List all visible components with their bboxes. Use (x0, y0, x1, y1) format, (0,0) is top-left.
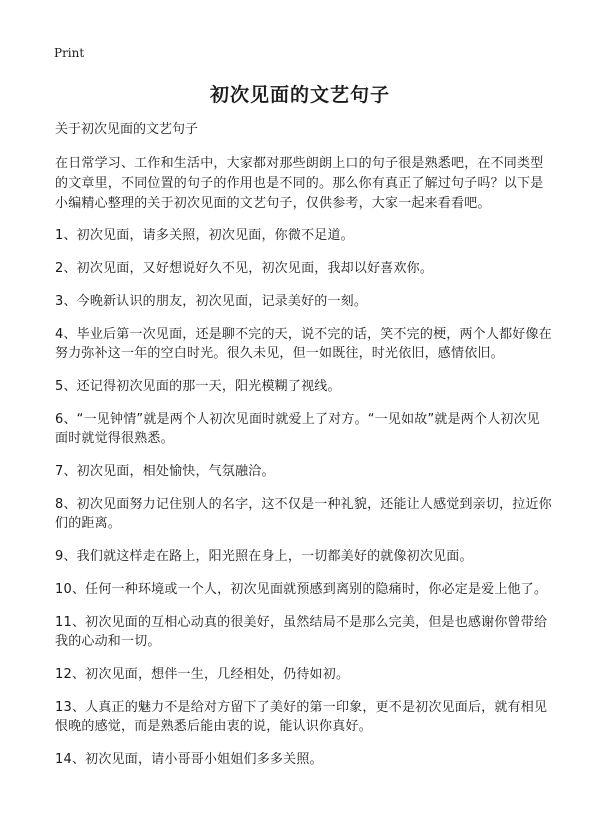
list-item: 13、人真正的魅力不是给对方留下了美好的第一印象，更不是初次见面后，就有相见恨晚的感觉，而是熟悉后能由衷的说，能认识你真好。 (55, 700, 548, 734)
article-body (55, 120, 553, 783)
list-item: 1、初次见面，请多关照，初次见面，你微不足道。 (55, 228, 354, 243)
list-item: 9、我们就这样走在路上，阳光照在身上，一切都美好的就像初次见面。 (55, 549, 473, 564)
list-item: 5、还记得初次见面的那一天，阳光模糊了视线。 (55, 379, 341, 394)
list-item: 14、初次见面，请小哥哥小姐姐们多多关照。 (55, 752, 323, 767)
article-subtitle: 关于初次见面的文艺句子 (55, 122, 199, 137)
page-title: 初次见面的文艺句子 (209, 84, 390, 106)
sentence-list (55, 226, 553, 769)
list-item: 8、初次见面努力记住别人的名字，这不仅是一种礼貌，还能让人感觉到亲切，拉近你们的距离。 (55, 497, 552, 531)
list-item: 3、今晚新认识的朋友，初次见面，记录美好的一刻。 (55, 294, 368, 309)
list-item: 2、初次见面，又好想说好久不见，初次见面，我却以好喜欢你。 (55, 261, 434, 276)
article-intro: 在日常学习、工作和生活中，大家都对那些朗朗上口的句子很是熟悉吧，在不同类型的文章里，不同位置的句子的作用也是不同的。那么你有真正了解过句子吗？以下是小编精心整理的关于初次见面的文艺句子，仅供参考，大家一起来看看吧。 (55, 156, 544, 211)
list-item: 7、初次见面，相处愉快，气氛融洽。 (55, 464, 275, 479)
list-item: 10、任何一种环境或一个人，初次见面就预感到离别的隐痛时，你必定是爱上他了。 (55, 582, 548, 597)
print-link[interactable]: Print (54, 46, 85, 60)
list-item: 4、毕业后第一次见面，还是聊不完的天，说不完的话，笑不完的梗，两个人都好像在努力弥补这一年的空白时光。很久未见，但一如既往，时光依旧，感情依旧。 (55, 327, 552, 361)
list-item: 12、初次见面，想伴一生，几经相处，仍待如初。 (55, 667, 350, 682)
list-item: 11、初次见面的互相心动真的很美好，虽然结局不是那么完美，但是也感谢你曾带给我的心动和一切。 (55, 615, 548, 649)
list-item: 6、“一见钟情”就是两个人初次见面时就爱上了对方。“一见如故”就是两个人初次见面时就觉得很熟悉。 (55, 412, 541, 446)
